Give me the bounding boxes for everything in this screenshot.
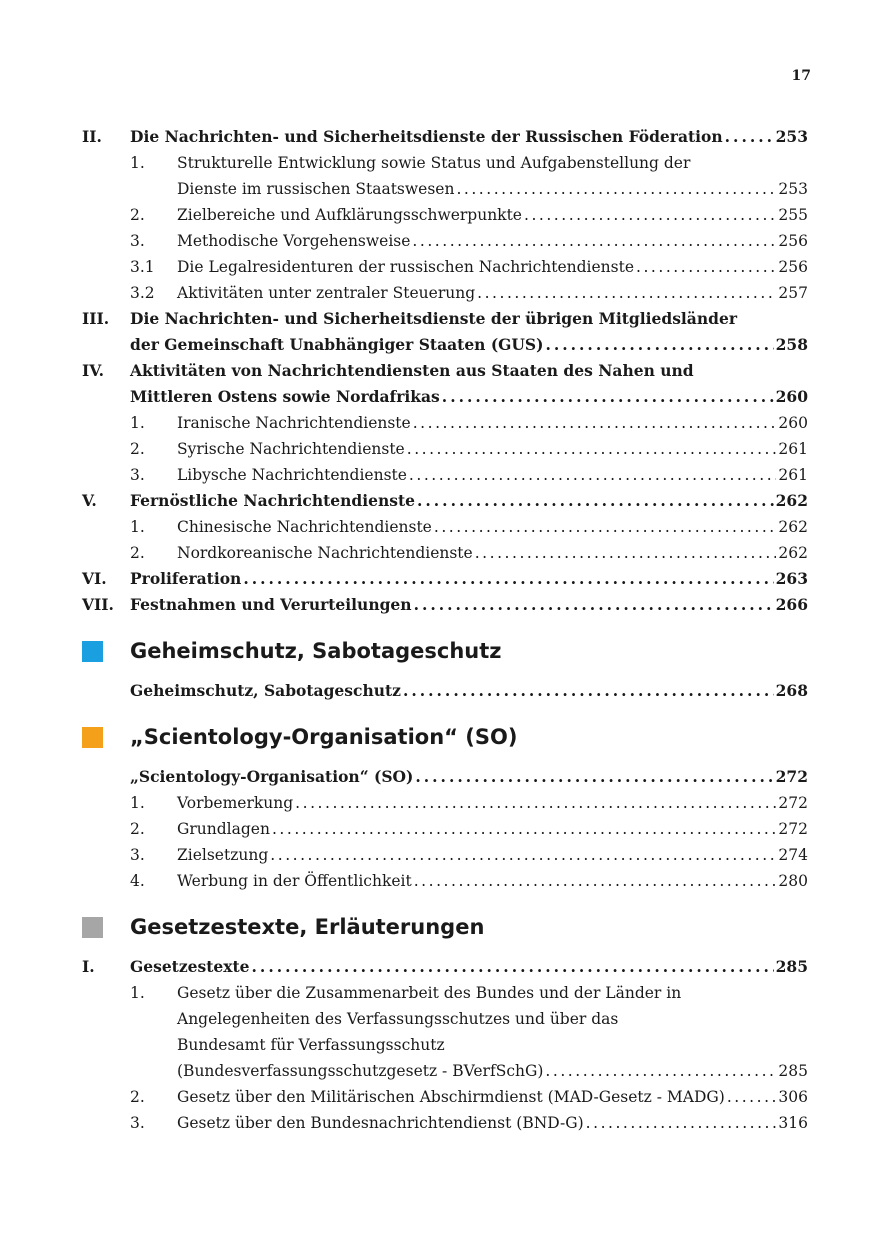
toc-entry-number: III.: [82, 309, 110, 328]
toc-entry-title: Proliferation: [130, 569, 242, 588]
toc-entry-body: [177, 1084, 808, 1110]
toc-entry-body: [130, 488, 808, 514]
toc-entry-body: [177, 816, 808, 842]
toc-entry-body: [130, 124, 808, 150]
toc-subentry-number: 2.: [130, 206, 145, 224]
toc-entry-title: Die Nachrichten- und Sicherheitsdienste der Russischen Föderation: [130, 127, 723, 146]
toc-page-number: 285: [778, 1062, 808, 1080]
toc-entry-body: [177, 254, 808, 280]
section-heading: [82, 914, 808, 940]
leader-dots: [475, 540, 777, 566]
toc-entry-title: Syrische Nachrichtendienste: [177, 440, 405, 458]
toc-entry-title: Angelegenheiten des Verfassungsschutzes und über das: [177, 1010, 619, 1028]
toc-entry-title: Zielbereiche und Aufklärungsschwerpunkte: [177, 206, 522, 224]
toc-entry-title: (Bundesverfassungsschutzgesetz - BVerfSchG): [177, 1062, 544, 1080]
toc-entry-line[interactable]: [82, 254, 808, 280]
leader-dots: [636, 254, 776, 280]
toc-entry-body: [177, 436, 808, 462]
leader-dots: [586, 1110, 777, 1136]
toc-entry-body: [130, 566, 808, 592]
toc-page-number: 260: [778, 414, 808, 432]
leader-dots: [456, 176, 776, 202]
leader-dots: [417, 488, 774, 514]
toc-entry-line[interactable]: [82, 202, 808, 228]
toc-subentry-number: 3.: [130, 846, 145, 864]
leader-dots: [414, 592, 774, 618]
leader-dots: [545, 332, 773, 358]
toc-entry-title: Gesetz über die Zusammenarbeit des Bundes und der Länder in: [177, 984, 682, 1002]
toc-entry-title: Gesetzestexte: [130, 957, 250, 976]
leader-dots: [434, 514, 777, 540]
section-color-square: [82, 917, 103, 938]
toc-page-number: 258: [775, 335, 808, 354]
toc-entry-line[interactable]: [82, 462, 808, 488]
toc-entry-line[interactable]: [82, 1006, 808, 1032]
toc-page-number: 262: [775, 491, 808, 510]
toc-entry-title: Strukturelle Entwicklung sowie Status und Aufgabenstellung der: [177, 154, 691, 172]
leader-dots: [412, 228, 776, 254]
toc-entry-title: Bundesamt für Verfassungsschutz: [177, 1036, 445, 1054]
leader-dots: [403, 678, 774, 704]
toc-subentry-number: 1.: [130, 154, 145, 172]
toc-entry-body: [177, 280, 808, 306]
toc-subentry-number: 3.1: [130, 258, 155, 276]
toc-page-number: 274: [778, 846, 808, 864]
toc-entry-title: Die Nachrichten- und Sicherheitsdienste der übrigen Mitgliedsländer: [130, 309, 737, 328]
toc-entry-number: VII.: [82, 595, 114, 614]
toc-subentry-number: 3.: [130, 1114, 145, 1132]
toc-group: [82, 638, 808, 704]
toc-entry-title: Grundlagen: [177, 820, 270, 838]
leader-dots: [477, 280, 776, 306]
toc-entry-line[interactable]: [82, 1110, 808, 1136]
toc-entry-line[interactable]: [82, 1032, 808, 1058]
toc-entry-body: [177, 1110, 808, 1136]
toc-entry-number: VI.: [82, 569, 107, 588]
toc-entry-body: [130, 764, 808, 790]
toc-entry-body: [130, 332, 808, 358]
leader-dots: [295, 790, 776, 816]
leader-dots: [545, 1058, 776, 1084]
toc-entry-body: [177, 228, 808, 254]
leader-dots: [524, 202, 776, 228]
toc-subentry-number: 3.2: [130, 284, 155, 302]
toc-entry-body: [130, 384, 808, 410]
toc-entry-body: [130, 358, 808, 384]
toc-page-number: 257: [778, 284, 808, 302]
leader-dots: [272, 816, 776, 842]
toc-entry-body: [177, 1032, 808, 1058]
section-color-square: [82, 641, 103, 662]
leader-dots: [727, 1084, 777, 1110]
toc-entry-title: der Gemeinschaft Unabhängiger Staaten (GUS): [130, 335, 544, 354]
toc-entry-line[interactable]: [82, 592, 808, 618]
toc-entry-line[interactable]: [82, 228, 808, 254]
toc-entry-line[interactable]: [82, 1084, 808, 1110]
toc-subentry-number: 1.: [130, 414, 145, 432]
toc-page-number: 272: [778, 820, 808, 838]
toc-entry-line[interactable]: [82, 1058, 808, 1084]
toc-entry-title: Gesetz über den Militärischen Abschirmdienst (MAD-Gesetz - MADG): [177, 1088, 725, 1106]
toc-entry-line[interactable]: [82, 566, 808, 592]
toc-entry-line[interactable]: [82, 790, 808, 816]
toc-group: [82, 124, 808, 618]
toc-entry-line[interactable]: [82, 410, 808, 436]
toc-page-number: 272: [775, 767, 808, 786]
toc-subentry-number: 2.: [130, 544, 145, 562]
toc-entry-line[interactable]: [82, 540, 808, 566]
toc-entry-line[interactable]: [82, 124, 808, 150]
toc-page-number: 255: [778, 206, 808, 224]
section-title: Gesetzestexte, Erläuterungen: [130, 915, 485, 939]
toc-entry-line[interactable]: [82, 176, 808, 202]
toc-entry-body: [130, 592, 808, 618]
toc-entry-body: [177, 980, 808, 1006]
toc-page-number: 260: [775, 387, 808, 406]
toc-entry-body: [177, 842, 808, 868]
toc-subentry-number: 4.: [130, 872, 145, 890]
toc-entry-title: Geheimschutz, Sabotageschutz: [130, 681, 401, 700]
toc-entry-line[interactable]: [82, 436, 808, 462]
toc-entry-line[interactable]: [82, 816, 808, 842]
toc-page-number: 256: [778, 232, 808, 250]
toc-entry-body: [177, 514, 808, 540]
toc-entry-line[interactable]: [82, 332, 808, 358]
toc-page-number: 272: [778, 794, 808, 812]
section-heading: [82, 724, 808, 750]
toc-entry-title: Iranische Nachrichtendienste: [177, 414, 411, 432]
toc-entry-title: „Scientology-Organisation“ (SO): [130, 767, 414, 786]
toc-page-number: 263: [775, 569, 808, 588]
toc-subentry-number: 1.: [130, 984, 145, 1002]
toc-subentry-number: 1.: [130, 518, 145, 536]
toc-page-number: 262: [778, 544, 808, 562]
toc-entry-line[interactable]: [82, 514, 808, 540]
toc-group: [82, 724, 808, 894]
leader-dots: [243, 566, 773, 592]
section-heading: [82, 638, 808, 664]
toc-page-number: 261: [778, 440, 808, 458]
toc-entry-body: [130, 954, 808, 980]
toc-page-number: 280: [778, 872, 808, 890]
toc-page-number: 253: [775, 127, 808, 146]
toc-entry-line[interactable]: [82, 868, 808, 894]
toc-entry-title: Zielsetzung: [177, 846, 269, 864]
toc-entry-body: [177, 410, 808, 436]
toc-entry-body: [177, 1058, 808, 1084]
toc-page-number: 256: [778, 258, 808, 276]
toc-entry-line[interactable]: [82, 150, 808, 176]
toc-subentry-number: 2.: [130, 440, 145, 458]
toc-entry-body: [177, 202, 808, 228]
toc-page-number: 261: [778, 466, 808, 484]
toc-page-number: 262: [778, 518, 808, 536]
leader-dots: [270, 842, 776, 868]
toc-subentry-number: 2.: [130, 1088, 145, 1106]
toc-entry-line[interactable]: [82, 980, 808, 1006]
toc-group: [82, 914, 808, 1136]
leader-dots: [415, 764, 773, 790]
toc-entry-body: [130, 306, 808, 332]
toc-page-number: 285: [775, 957, 808, 976]
toc-page-number: 266: [775, 595, 808, 614]
table-of-contents: [82, 124, 808, 1136]
toc-entry-line[interactable]: [82, 358, 808, 384]
toc-subentry-number: 3.: [130, 232, 145, 250]
toc-entry-title: Aktivitäten unter zentraler Steuerung: [177, 284, 476, 302]
toc-entry-number: V.: [82, 491, 97, 510]
toc-entry-title: Chinesische Nachrichtendienste: [177, 518, 432, 536]
leader-dots: [409, 462, 776, 488]
toc-entry-line[interactable]: [82, 842, 808, 868]
toc-entry-line[interactable]: [82, 280, 808, 306]
toc-entry-line[interactable]: [82, 764, 808, 790]
toc-entry-line[interactable]: [82, 384, 808, 410]
toc-entry-body: [130, 678, 808, 704]
toc-entry-line[interactable]: [82, 954, 808, 980]
toc-entry-number: II.: [82, 127, 102, 146]
toc-entry-title: Aktivitäten von Nachrichtendiensten aus Staaten des Nahen und: [130, 361, 694, 380]
page-number: 17: [791, 68, 811, 84]
toc-entry-body: [177, 868, 808, 894]
toc-entry-body: [177, 1006, 808, 1032]
section-title: „Scientology-Organisation“ (SO): [130, 725, 518, 749]
leader-dots: [725, 124, 774, 150]
toc-entry-body: [177, 462, 808, 488]
toc-entry-title: Die Legalresidenturen der russischen Nachrichtendienste: [177, 258, 635, 276]
toc-entry-line[interactable]: [82, 488, 808, 514]
toc-entry-title: Nordkoreanische Nachrichtendienste: [177, 544, 473, 562]
toc-entry-body: [177, 790, 808, 816]
toc-entry-title: Gesetz über den Bundesnachrichtendienst (BND-G): [177, 1114, 584, 1132]
toc-page-number: 268: [775, 681, 808, 700]
toc-subentry-number: 1.: [130, 794, 145, 812]
leader-dots: [442, 384, 774, 410]
toc-subentry-number: 3.: [130, 466, 145, 484]
toc-entry-title: Vorbemerkung: [177, 794, 294, 812]
toc-page-number: 253: [778, 180, 808, 198]
toc-entry-line[interactable]: [82, 306, 808, 332]
toc-entry-title: Methodische Vorgehensweise: [177, 232, 411, 250]
leader-dots: [413, 410, 777, 436]
toc-entry-title: Werbung in der Öffentlichkeit: [177, 872, 412, 890]
toc-entry-body: [177, 540, 808, 566]
section-title: Geheimschutz, Sabotageschutz: [130, 639, 502, 663]
toc-subentry-number: 2.: [130, 820, 145, 838]
leader-dots: [252, 954, 774, 980]
toc-entry-title: Libysche Nachrichtendienste: [177, 466, 407, 484]
section-color-square: [82, 727, 103, 748]
toc-entry-title: Dienste im russischen Staatswesen: [177, 180, 455, 198]
toc-page-number: 306: [778, 1088, 808, 1106]
toc-entry-line[interactable]: [82, 678, 808, 704]
toc-page-number: 316: [778, 1114, 808, 1132]
toc-entry-title: Fernöstliche Nachrichtendienste: [130, 491, 415, 510]
toc-entry-number: IV.: [82, 361, 104, 380]
leader-dots: [407, 436, 777, 462]
toc-entry-body: [177, 176, 808, 202]
toc-entry-body: [177, 150, 808, 176]
leader-dots: [414, 868, 777, 894]
toc-entry-number: I.: [82, 957, 95, 976]
toc-entry-title: Festnahmen und Verurteilungen: [130, 595, 412, 614]
toc-entry-title: Mittleren Ostens sowie Nordafrikas: [130, 387, 440, 406]
